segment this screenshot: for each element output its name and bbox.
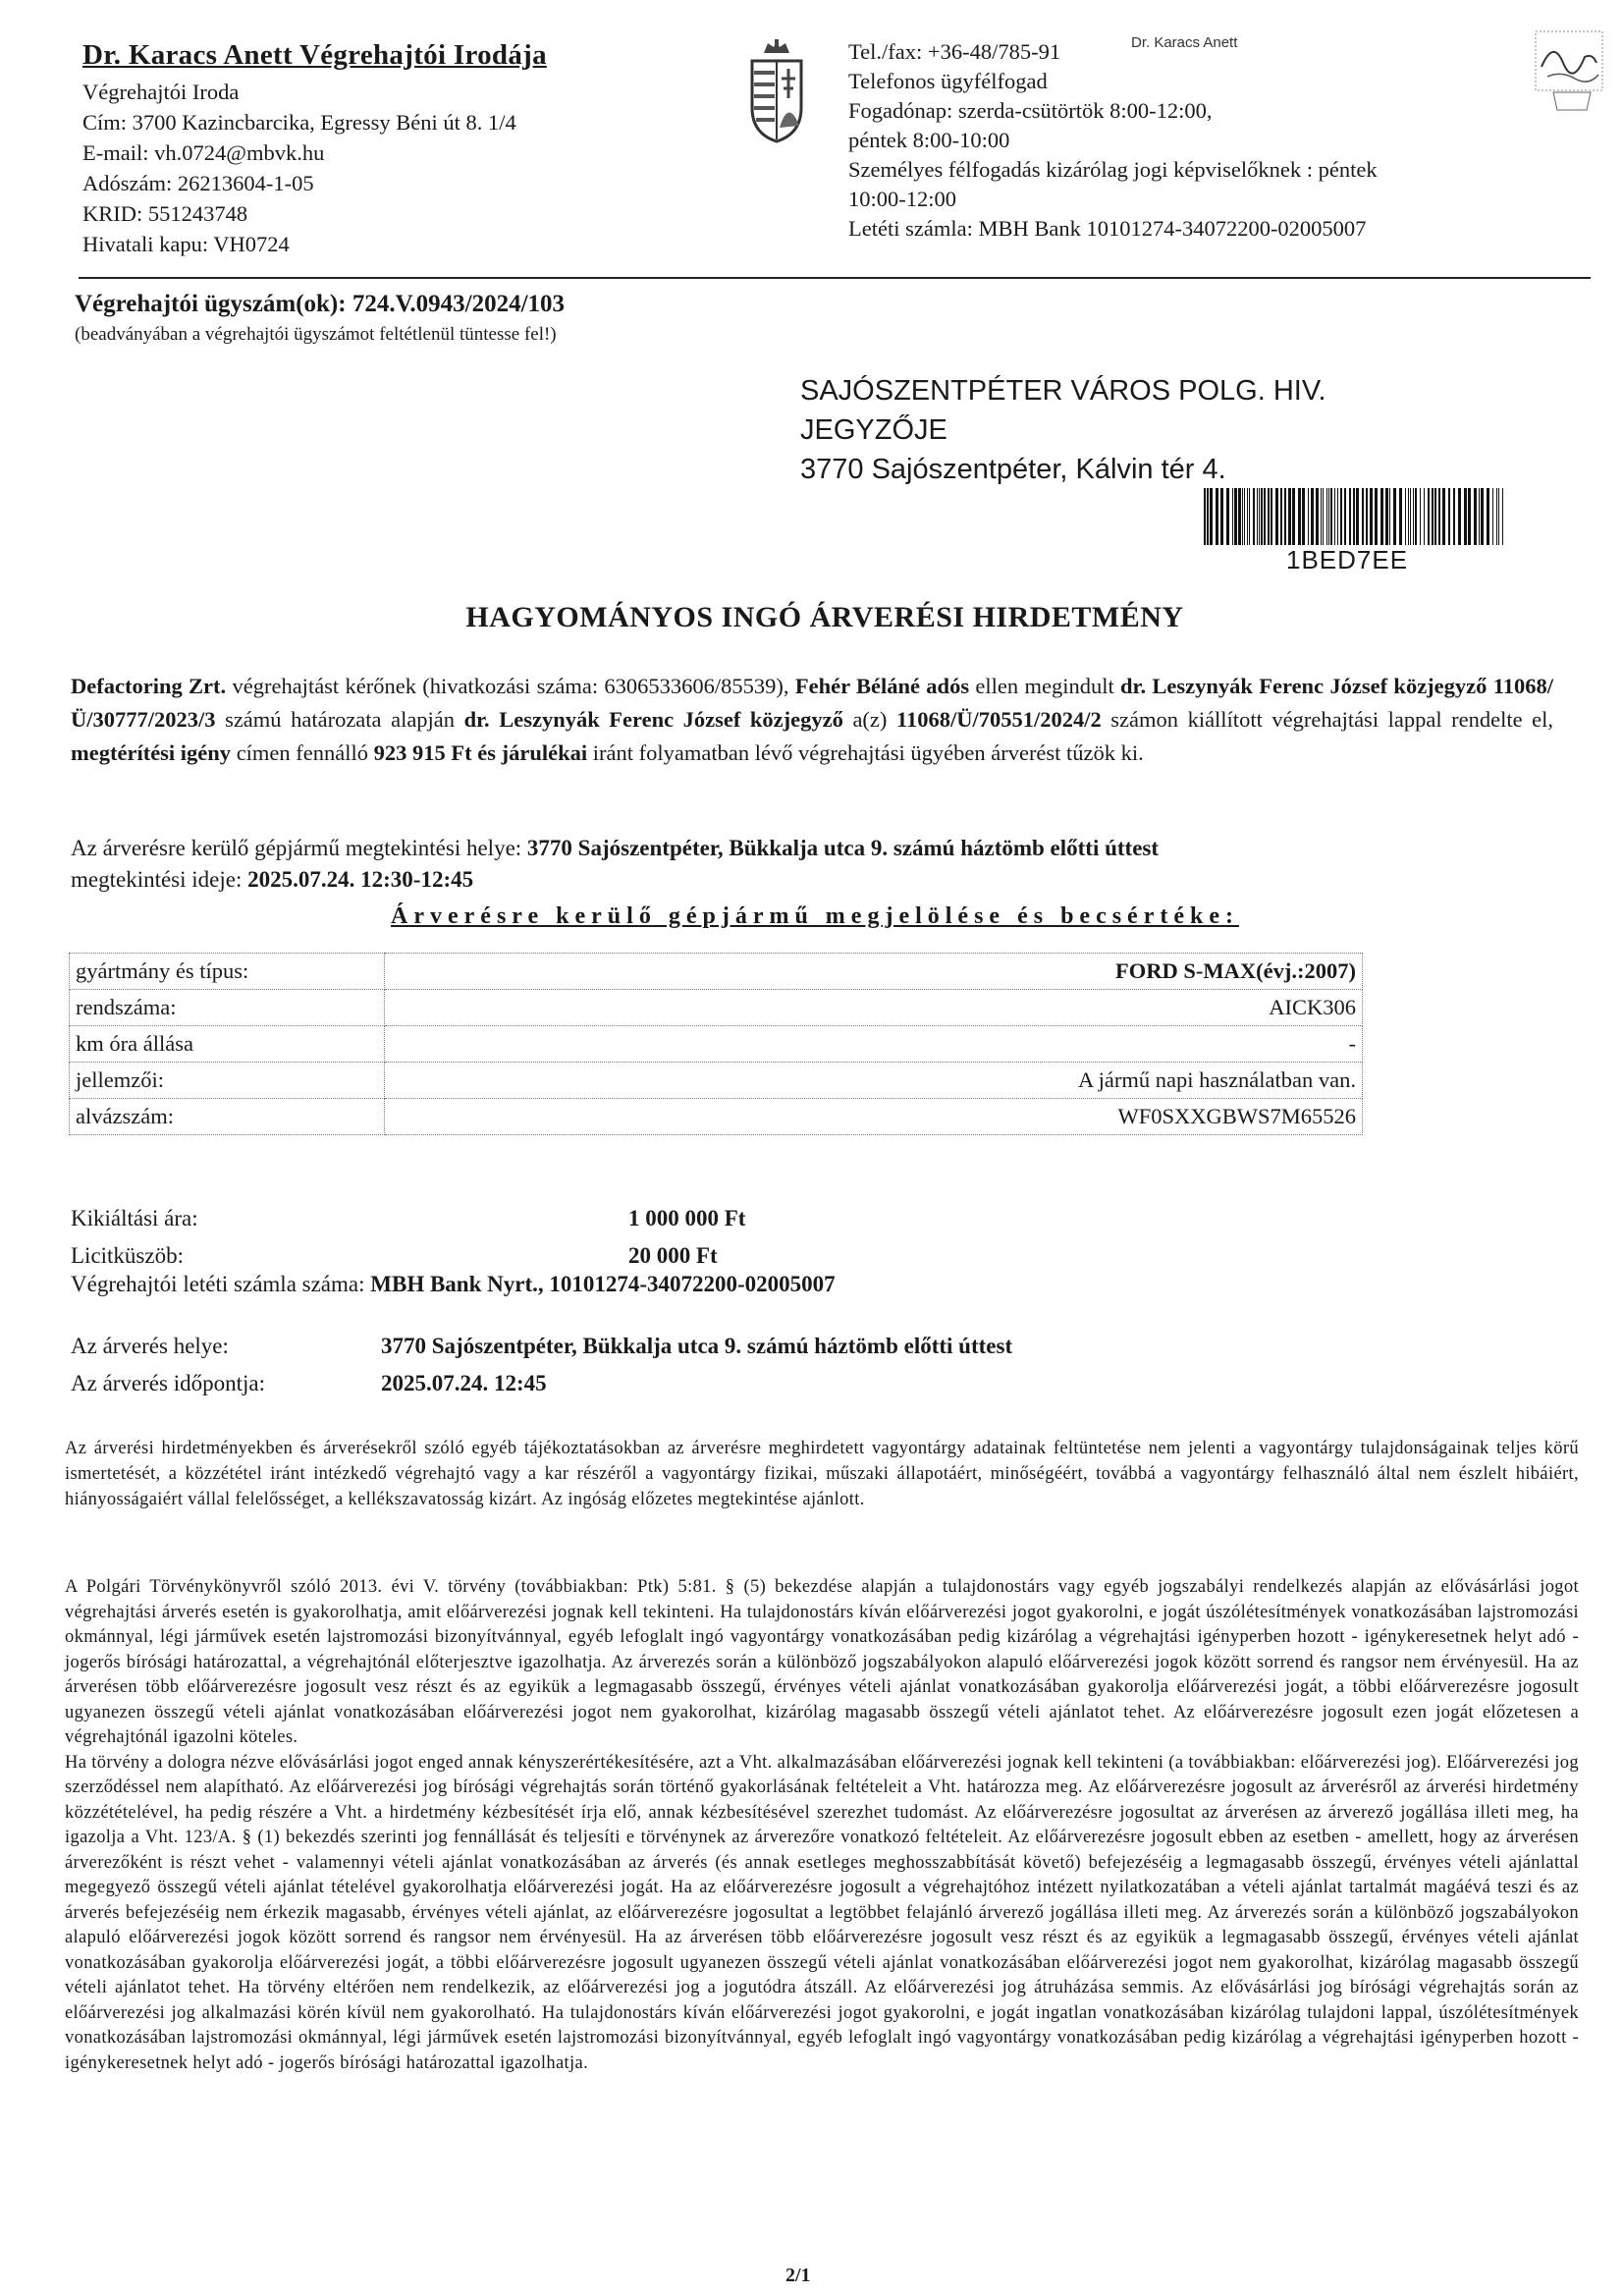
creditor-name: Defactoring Zrt. [71, 674, 227, 698]
legal-text [65, 1575, 1579, 2076]
table-row [70, 1026, 1363, 1063]
vehicle-table [69, 953, 1363, 1135]
claim-type: megtérítési igény [71, 740, 232, 765]
debtor-name: Fehér Béláné adós [794, 674, 970, 698]
office-details [82, 77, 516, 259]
viewing-place-value: 3770 Sajószentpéter, Bükkalja utca 9. számú háztömb előtti úttest [526, 836, 1160, 860]
office-line: KRID: 551243748 [82, 201, 248, 226]
contact-line: 10:00-12:00 [848, 187, 956, 211]
barcode-text: 1BED7EE [1286, 545, 1409, 574]
viewing-time-label: megtekintési ideje: [71, 867, 248, 892]
table-cell-value: AICK306 [385, 990, 1363, 1026]
notary-name: dr. Leszynyák Ferenc József közjegyző [463, 707, 843, 732]
recipient-line: 3770 Sajószentpéter, Kálvin tér 4. [800, 454, 1226, 485]
contact-line: Telefonos ügyfélfogad [848, 69, 1048, 93]
auction-place-value: 3770 Sajószentpéter, Bükkalja utca 9. számú háztömb előtti úttest [381, 1334, 1013, 1358]
viewing-time-value: 2025.07.24. 12:30-12:45 [247, 867, 474, 892]
case-note: (beadványában a végrehajtói ügyszámot feltétlenül tüntesse fel!) [75, 324, 557, 345]
barcode [1204, 488, 1510, 545]
claim-amount: 923 915 Ft és járulékai [373, 740, 588, 765]
disclaimer-paragraph: Az árverési hirdetményekben és árverésekről szóló egyéb tájékoztatásokban az árverésre meghirdetett vagyontárgy adatainak feltüntetése nem jelenti a vagyontárgy tulajdonságainak teljes körű ismertetését, a közzététel iránt intézkedő végrehajtó vagy a kar részéről a vagyontárgy fizikai, műszaki állapotáért, minőségéért, továbbá a vagyontárgy felhasználó által nem észlelt hibáiért, hiányosságaiért vállal felelősséget, a kellékszavatosság kizárt. Az ingóság előzetes megtekintése ajánlott. [65, 1439, 1579, 1509]
office-line: Hivatali kapu: VH0724 [82, 232, 290, 256]
table-row [70, 954, 1363, 990]
recipient-line: SAJÓSZENTPÉTER VÁROS POLG. HIV. [800, 375, 1326, 407]
auction-time-label: Az árverés időpontja: [71, 1371, 265, 1395]
auction-time-value: 2025.07.24. 12:45 [381, 1371, 547, 1395]
enforcement-number: 11068/Ü/70551/2024/2 [895, 707, 1102, 732]
office-line: Cím: 3700 Kazincbarcika, Egressy Béni út 8. 1/4 [82, 110, 516, 135]
table-cell-label: alvázszám: [70, 1099, 385, 1135]
table-row [70, 1099, 1363, 1135]
vehicle-table-title: Árverésre kerülő gépjármű megjelölése és becsértéke: [391, 903, 1239, 929]
price-values [628, 1200, 745, 1275]
legal-paragraph: Ha törvény a dologra nézve elővásárlási jogot enged annak kényszerértékesítésére, azt a Vht. alkalmazásában előárverezési jognak kell tekinteni (a továbbiakban: előárverezési jog). Előárverezési jog szerződéssel nem alapítható. Az előárverezési jog bírósági végrehajtás során történő gyakorlásának feltételeit a Vht. határozza meg. Az előárverezésre jogosult az árverésről az árverési hirdetmény közzétételével, ha pedig részére a Vht. a hirdetmény kézbesítését írja elő, annak kézbesítésével szerezhet tudomást. Az előárverezésre jogosultat az árverésen az árverező jogállása illeti meg, ha igazolja a Vht. 123/A. § (1) bekezdés szerinti jog fennállását és teljesíti e törvénynek az árverezőre vonatkozó feltételeit. Az előárverezésre jogosult ebben az esetben - amellett, hogy az árverésen árverezőként is részt vehet - valamennyi vételi ajánlat vonatkozásában az árverés (és annak esetleges meghosszabbítását követő) befejezéséig a legmagasabb összegű, érvényes vételi ajánlattal megegyező összegű vételi ajánlat tételével gyakorolhatja előárverezési jogát. Ha az előárverezésre jogosult a végrehajtóhoz intézett nyilatkozatában a vételi ajánlat tartalmát magáévá teszi és az árverés befejezéséig nem érkezik magasabb, érvényes vételi ajánlat, az előárverezésre jogosultat a legtöbbet felajánló árverező jogállása illeti meg. Az árverezés során a különböző jogszabályokon alapuló előárverezési jogok között sorrend és rangsor nem érvényesül. Ha az árverésen több előárverezésre jogosult vesz részt és az egyikük a legmagasabb összegű, érvényes vételi ajánlat vonatkozásában gyakorolja előárverezési jogát, a többi előárverezésre jogosult ugyanezen összegű vételi ajánlat vonatkozásában előárverezési jogot nem gyakorolhat, kizárólag magasabb összegű vételi ajánlatot tehet. Ha törvény eltérően nem rendelkezik, az előárverezési jog a jogutódra átszáll. Az előárverezési jog átruházása semmis. Az elővásárlási jog bírósági végrehajtás során az előárverezési jog alkalmazási körén kívül nem gyakorolható. Ha tulajdonostárs kíván előárverezési jogot gyakorolni, e jogát ingatlan vonatkozásában kizárólag tulajdoni lappal, úszólétesítmények vonatkozásában lajstromozási okmánnyal, légi járművek esetén lajstromozási bizonyítvánnyal, egyéb lefoglalt ingó vagyontárgy vonatkozásában pedig kizárólag a végrehajtási igényperben hozott - igénykeresetnek helyt adó - jogerős bírósági határozattal igazolhatja. [65, 1752, 1579, 2073]
office-name: Dr. Karacs Anett Végrehajtói Irodája [82, 39, 547, 71]
intro-text: a(z) [842, 707, 896, 732]
intro-text: ellen megindult [969, 674, 1121, 698]
bid-step-value: 20 000 Ft [628, 1243, 718, 1268]
contact-line: Letéti számla: MBH Bank 10101274-34072200-02005007 [848, 216, 1367, 241]
table-cell-label: gyártmány és típus: [70, 954, 385, 990]
deposit-account [71, 1272, 836, 1297]
intro-paragraph [71, 670, 1553, 770]
seal-signature-icon [1534, 27, 1604, 116]
viewing-info [71, 833, 1159, 896]
table-cell-label: km óra állása [70, 1026, 385, 1063]
office-line: E-mail: vh.0724@mbvk.hu [82, 140, 325, 165]
bid-step-label: Licitküszöb: [71, 1243, 184, 1268]
case-number: Végrehajtói ügyszám(ok): 724.V.0943/2024/103 [75, 291, 566, 317]
starting-price-value: 1 000 000 Ft [628, 1206, 746, 1230]
intro-text: címen fennálló [231, 740, 374, 765]
starting-price-label: Kikiáltási ára: [71, 1206, 198, 1230]
deposit-value: MBH Bank Nyrt., 10101274-34072200-02005007 [370, 1272, 836, 1296]
contact-line: Személyes félfogadás kizárólag jogi képviselőknek : péntek [848, 157, 1378, 182]
document-title: HAGYOMÁNYOS INGÓ ÁRVERÉSI HIRDETMÉNY [465, 601, 1184, 633]
office-line: Adószám: 26213604-1-05 [82, 171, 314, 195]
page-number: 2/1 [785, 2265, 811, 2286]
table-cell-value: WF0SXXGBWS7M65526 [385, 1099, 1363, 1135]
price-labels [71, 1200, 198, 1275]
contact-line: péntek 8:00-10:00 [848, 128, 1010, 152]
table-row [70, 990, 1363, 1026]
viewing-place-label: Az árverésre kerülő gépjármű megtekintési helye: [71, 836, 527, 860]
stamp-overlay: Dr. Karacs Anett [1127, 34, 1241, 51]
table-cell-value: FORD S-MAX(évj.:2007) [385, 954, 1363, 990]
contact-details [848, 37, 1555, 244]
notary-decision: dr. Leszynyák Ferenc József közjegyző 11068/Ü/30777/2023/3 [71, 674, 1553, 732]
intro-text: végrehajtást kérőnek (hivatkozási száma: 6306533606/85539), [226, 674, 795, 698]
recipient-line: JEGYZŐJE [800, 414, 947, 446]
intro-text: számú határozata alapján [215, 707, 464, 732]
auction-values [381, 1328, 1012, 1402]
coat-of-arms-icon [744, 39, 809, 143]
table-cell-value: - [385, 1026, 1363, 1063]
contact-line: Tel./fax: +36-48/785-91 [848, 39, 1061, 64]
table-cell-label: jellemzői: [70, 1063, 385, 1099]
auction-labels [71, 1328, 265, 1402]
office-line: Végrehajtói Iroda [82, 80, 240, 104]
deposit-label: Végrehajtói letéti számla száma: [71, 1272, 371, 1296]
contact-line: Fogadónap: szerda-csütörtök 8:00-12:00, [848, 98, 1213, 123]
legal-paragraph: A Polgári Törvénykönyvről szóló 2013. évi V. törvény (továbbiakban: Ptk) 5:81. § (5) bekezdése alapján a tulajdonostárs vagy egyéb jogszabályi rendelkezés alapján az elővásárlási jogot végrehajtási árverés esetén is gyakorolhatja, amit előárverezési jognak kell tekinteni. Ha tulajdonostárs kíván előárverezési jogot gyakorolni, e jogát úszólétesítmények vonatkozásában lajstromozási okmánnyal, légi járművek esetén lajstromozási bizonyítvánnyal, egyéb lefoglalt ingó vagyontárgy vonatkozásában pedig kizárólag a végrehajtási igényperben hozott - igénykeresetnek helyt adó - jogerős bírósági határozattal, a végrehajtónál előterjesztve igazolhatja. Az árverezés során a különböző jogszabályokon alapuló előárverezési jogok között sorrend és rangsor nem érvényesül. Ha az árverésen több előárverezésre jogosult vesz részt és az egyikük a legmagasabb összegű, érvényes vételi ajánlat vonatkozásában gyakorolja előárverezési jogát, a többi előárverezésre jogosult ugyanezen összegű vételi ajánlat vonatkozásában előárverezési jogot nem gyakorolhat, kizárólag magasabb összegű vételi ajánlatot tehet. Az előárverezésre jogosult ezen jogát előzetesen a végrehajtónál igazolni köteles. [65, 1577, 1579, 1747]
recipient-address [800, 371, 1326, 489]
table-cell-value: A jármű napi használatban van. [385, 1063, 1363, 1099]
intro-text: iránt folyamatban lévő végrehajtási ügyében árverést tűzök ki. [587, 740, 1144, 765]
table-cell-label: rendszáma: [70, 990, 385, 1026]
table-row [70, 1063, 1363, 1099]
header-divider [79, 277, 1591, 279]
auction-place-label: Az árverés helye: [71, 1334, 229, 1358]
intro-text: számon kiállított végrehajtási lappal rendelte el, [1101, 707, 1554, 732]
